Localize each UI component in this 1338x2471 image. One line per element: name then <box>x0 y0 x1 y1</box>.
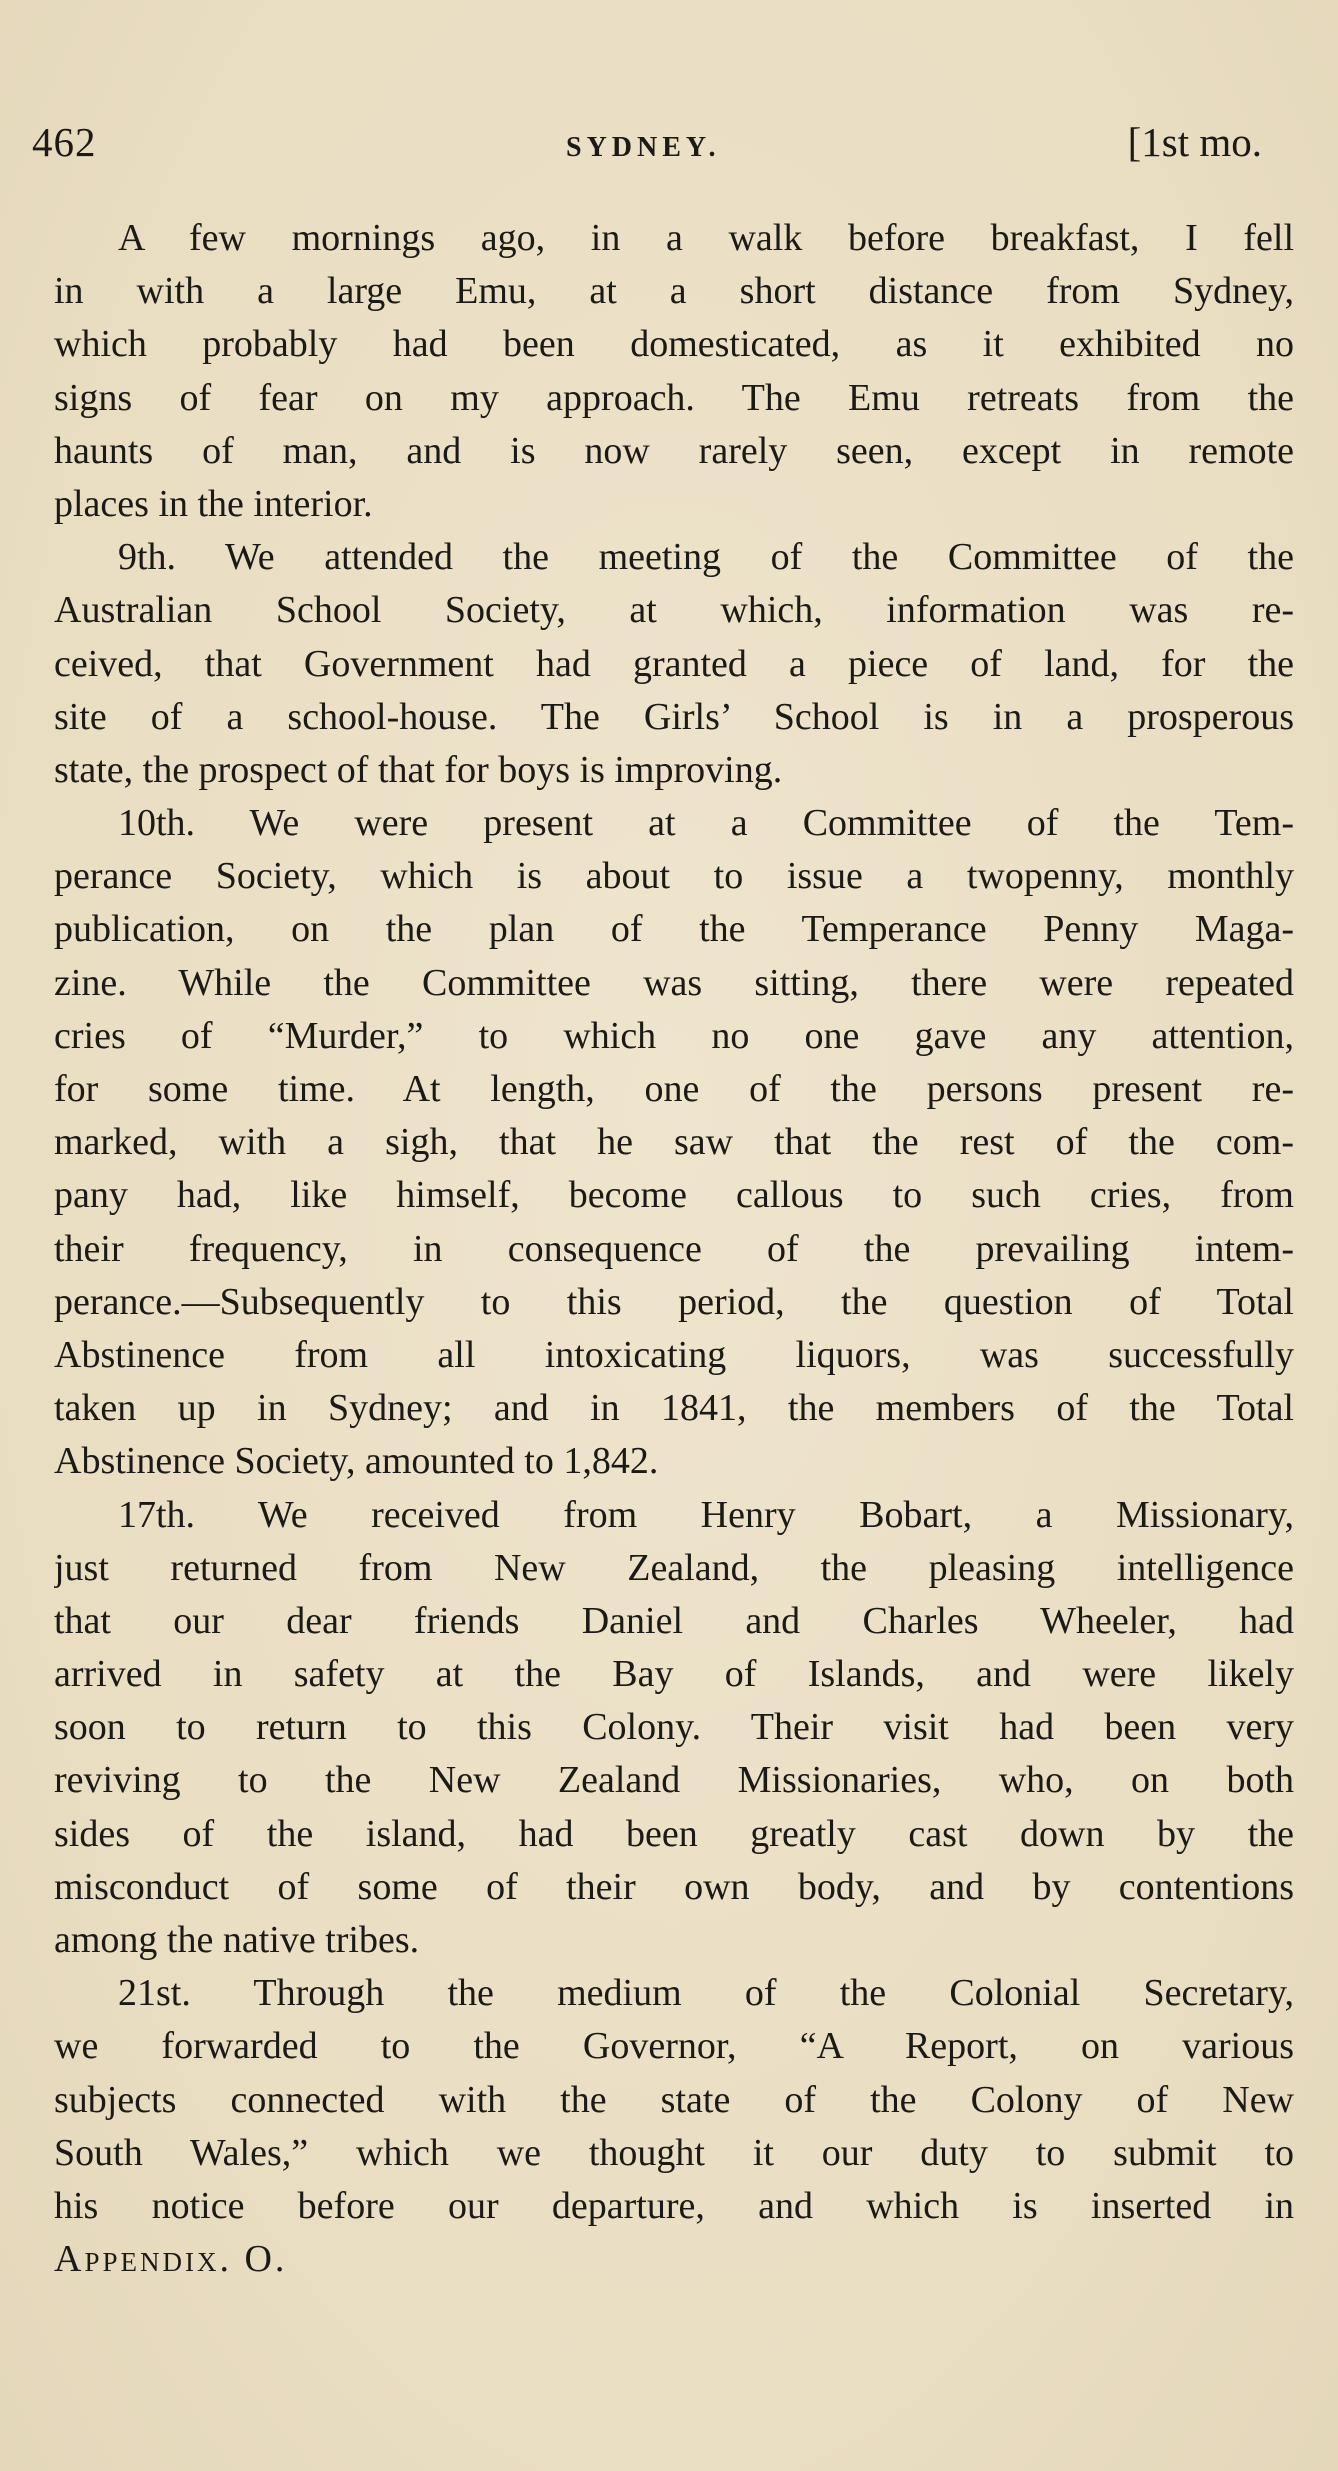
text-line: reviving to the New Zealand Missionaries, who, on both <box>54 1759 1294 1802</box>
text-line: places in the interior. <box>54 482 373 525</box>
text-line: signs of fear on my approach. The Emu retreats from the <box>54 376 1294 419</box>
running-title: SYDNEY. <box>566 132 721 163</box>
page-number: 462 <box>32 119 97 165</box>
text-line: for some time. At length, one of the persons present re- <box>54 1068 1294 1110</box>
text-line: subjects connected with the state of the Colony of New <box>54 2078 1294 2121</box>
text-line: taken up in Sydney; and in 1841, the members of the Total <box>54 1387 1294 1430</box>
body-text <box>54 212 1294 2286</box>
text-line: state, the prospect of that for boys is improving. <box>54 748 783 791</box>
text-line: arrived in safety at the Bay of Islands, and were likely <box>54 1653 1294 1696</box>
text-line: which probably had been domesticated, as it exhibited no <box>54 323 1294 366</box>
text-line: haunts of man, and is now rarely seen, except in remote <box>54 429 1294 472</box>
text-line: Abstinence from all intoxicating liquors, was successfully <box>54 1333 1294 1376</box>
text-line: in with a large Emu, at a short distance from Sydney, <box>54 270 1294 313</box>
text-line: zine. While the Committee was sitting, there were repeated <box>54 961 1294 1004</box>
text-line: cries of “Murder,” to which no one gave any attention, <box>54 1014 1294 1057</box>
text-line: site of a school-house. The Girls’ School is in a prosperous <box>54 695 1294 738</box>
text-line: publication, on the plan of the Temperance Penny Maga- <box>54 908 1294 951</box>
text-line: Abstinence Society, amounted to 1,842. <box>54 1440 659 1483</box>
text-line: 21st. Through the medium of the Colonial Secretary, <box>118 1972 1294 2015</box>
text-line: marked, with a sigh, that he saw that the rest of the com- <box>54 1121 1294 1164</box>
running-head <box>32 118 1262 178</box>
appendix-reference: Appendix. O. <box>54 2238 288 2281</box>
text-line: his notice before our departure, and which is inserted in <box>54 2184 1294 2227</box>
text-line: perance Society, which is about to issue a twopenny, monthly <box>54 855 1294 898</box>
text-line: among the native tribes. <box>54 1919 420 1961</box>
text-line: soon to return to this Colony. Their visit had been very <box>54 1706 1294 1749</box>
text-line: 17th. We received from Henry Bobart, a Missionary, <box>118 1493 1294 1536</box>
text-line: sides of the island, had been greatly cast down by the <box>54 1812 1294 1855</box>
text-line: pany had, like himself, become callous to such cries, from <box>54 1174 1294 1217</box>
text-line: we forwarded to the Governor, “A Report, on various <box>54 2025 1294 2068</box>
text-line: perance.—Subsequently to this period, the question of Total <box>54 1280 1294 1323</box>
text-line: that our dear friends Daniel and Charles Wheeler, had <box>54 1599 1294 1642</box>
date-marker: [1st mo. <box>1127 119 1262 165</box>
text-line: ceived, that Government had granted a piece of land, for the <box>54 642 1294 685</box>
text-line: A few mornings ago, in a walk before breakfast, I fell <box>118 217 1294 259</box>
text-line: 10th. We were present at a Committee of the Tem- <box>118 802 1294 845</box>
text-line: misconduct of some of their own body, and by contentions <box>54 1865 1294 1908</box>
text-line: 9th. We attended the meeting of the Committee of the <box>118 536 1294 579</box>
text-line: South Wales,” which we thought it our duty to submit to <box>54 2131 1294 2174</box>
text-line: their frequency, in consequence of the prevailing intem- <box>54 1227 1294 1270</box>
text-line: Australian School Society, at which, information was re- <box>54 589 1294 632</box>
text-line: just returned from New Zealand, the pleasing intelligence <box>54 1546 1294 1589</box>
